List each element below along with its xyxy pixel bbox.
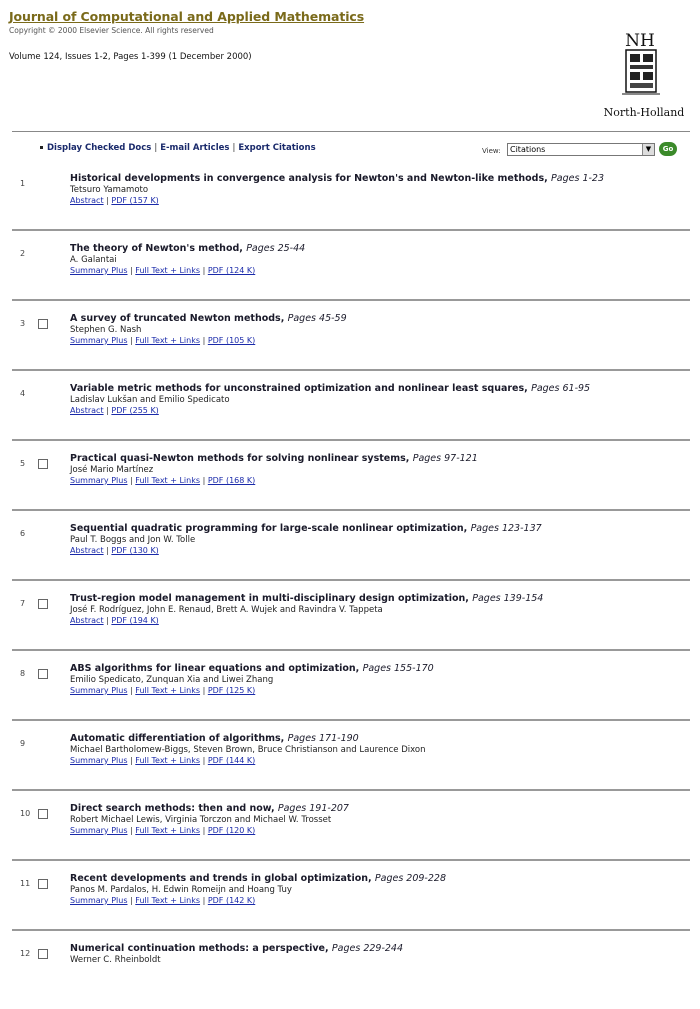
article-link[interactable]: Full Text + Links (135, 336, 201, 345)
article-title[interactable] (70, 313, 347, 324)
article-divider (12, 579, 690, 581)
article-pages: Pages 123-137 (470, 523, 542, 534)
link-separator: | (200, 756, 208, 765)
article-authors: Paul T. Boggs and Jon W. Tolle (70, 535, 196, 545)
article-title[interactable] (70, 593, 543, 604)
article-title-text[interactable]: The theory of Newton's method, (70, 243, 243, 254)
article-toolbar: Display Checked Docs | E-mail Articles | Export Citations (40, 143, 316, 153)
article-links (70, 406, 590, 415)
article-content (70, 873, 446, 905)
article-pages: Pages 155-170 (362, 663, 434, 674)
article-pages: Pages 209-228 (374, 873, 446, 884)
article-authors: Emilio Spedicato, Zunquan Xia and Liwei Zhang (70, 675, 274, 685)
article-number: 12 (20, 949, 31, 958)
article-pages: Pages 61-95 (531, 383, 591, 394)
link-separator: | (127, 336, 136, 345)
article-content (70, 523, 542, 555)
article-title[interactable] (70, 733, 425, 744)
header-divider (12, 131, 690, 132)
article-divider (12, 929, 690, 931)
article-number: 7 (20, 599, 26, 608)
link-separator: | (127, 826, 136, 835)
article-link[interactable]: PDF (194 K) (111, 616, 159, 625)
link-separator: | (127, 476, 136, 485)
article-pages: Pages 139-154 (472, 593, 544, 604)
article-content (70, 243, 305, 275)
article-number: 8 (20, 669, 26, 678)
article-content (70, 733, 425, 765)
article-links (70, 826, 349, 835)
article-link[interactable]: PDF (255 K) (111, 406, 159, 415)
article-link[interactable]: Full Text + Links (135, 266, 201, 275)
article-number: 10 (20, 809, 31, 818)
article-item (12, 311, 690, 379)
article-link[interactable]: PDF (130 K) (111, 546, 159, 555)
article-link[interactable]: Summary Plus (70, 826, 128, 835)
article-title[interactable] (70, 663, 434, 674)
article-link[interactable]: Abstract (70, 616, 104, 625)
article-authors: Robert Michael Lewis, Virginia Torczon and Michael W. Trosset (70, 815, 332, 825)
article-link[interactable]: Summary Plus (70, 756, 128, 765)
article-checkbox[interactable] (38, 669, 48, 679)
article-authors: Werner C. Rheinboldt (70, 955, 161, 965)
journal-title[interactable]: Journal of Computational and Applied Mathematics (9, 9, 365, 24)
article-number: 11 (20, 879, 31, 888)
article-authors: José Mario Martínez (70, 465, 154, 475)
article-link[interactable]: PDF (168 K) (207, 476, 256, 485)
article-item (12, 381, 690, 449)
article-divider (12, 649, 690, 651)
article-title[interactable] (70, 523, 542, 534)
north-holland-emblem-icon (596, 28, 692, 106)
article-title-text[interactable]: A survey of truncated Newton methods, (70, 313, 285, 324)
go-button[interactable]: Go (659, 142, 677, 156)
link-separator: | (200, 336, 208, 345)
article-item (12, 661, 690, 729)
article-divider (12, 509, 690, 511)
article-content (70, 383, 590, 415)
article-item (12, 241, 690, 309)
article-checkbox[interactable] (38, 599, 48, 609)
article-links (70, 476, 478, 485)
article-pages: Pages 25-44 (246, 243, 306, 254)
article-title-text[interactable]: Recent developments and trends in global optimization, (70, 873, 372, 884)
display-checked-docs-link[interactable]: Display Checked Docs (47, 143, 152, 153)
article-title[interactable] (70, 173, 604, 184)
article-links (70, 756, 425, 765)
article-title-text[interactable]: Automatic differentiation of algorithms, (70, 733, 285, 744)
article-title-text[interactable]: Practical quasi-Newton methods for solving nonlinear systems, (70, 453, 410, 464)
article-authors: Michael Bartholomew-Biggs, Steven Brown, Bruce Christianson and Laurence Dixon (70, 745, 426, 755)
article-item (12, 731, 690, 799)
article-title-text[interactable]: Trust-region model management in multi-disciplinary design optimization, (70, 593, 469, 604)
article-checkbox[interactable] (38, 459, 48, 469)
article-authors: José F. Rodríguez, John E. Renaud, Brett A. Wujek and Ravindra V. Tappeta (70, 605, 383, 615)
article-links (70, 266, 305, 275)
article-number: 9 (20, 739, 26, 748)
article-number: 4 (20, 389, 26, 398)
article-pages: Pages 171-190 (287, 733, 359, 744)
article-content (70, 803, 349, 835)
article-title-text[interactable]: Variable metric methods for unconstrained optimization and nonlinear least squares, (70, 383, 528, 394)
article-title[interactable] (70, 943, 403, 954)
article-content (70, 313, 347, 345)
article-number: 6 (20, 529, 26, 538)
link-separator: | (200, 826, 208, 835)
article-item (12, 171, 690, 239)
article-authors: Panos M. Pardalos, H. Edwin Romeijn and Hoang Tuy (70, 885, 292, 895)
link-separator: | (103, 616, 112, 625)
article-number: 1 (20, 179, 26, 188)
link-separator: | (127, 266, 136, 275)
article-item (12, 941, 690, 1009)
article-link[interactable]: Summary Plus (70, 686, 128, 695)
link-separator: | (200, 266, 208, 275)
article-link[interactable]: PDF (157 K) (111, 196, 159, 205)
article-authors: Stephen G. Nash (70, 325, 142, 335)
article-checkbox[interactable] (38, 879, 48, 889)
view-select[interactable] (507, 143, 655, 156)
link-separator: | (127, 896, 136, 905)
article-title[interactable] (70, 803, 349, 814)
link-separator: | (200, 896, 208, 905)
article-number: 3 (20, 319, 26, 328)
article-link[interactable]: PDF (105 K) (207, 336, 256, 345)
article-content (70, 663, 434, 695)
article-title[interactable] (70, 453, 478, 464)
logo-text: North-Holland (603, 106, 685, 119)
article-title-text[interactable]: Direct search methods: then and now, (70, 803, 275, 814)
article-item (12, 801, 690, 869)
article-link[interactable]: Summary Plus (70, 336, 128, 345)
article-content (70, 593, 543, 625)
article-pages: Pages 97-121 (412, 453, 478, 464)
article-title-text[interactable]: ABS algorithms for linear equations and optimization, (70, 663, 360, 674)
article-links (70, 336, 347, 345)
article-link[interactable]: Summary Plus (70, 896, 128, 905)
article-divider (12, 859, 690, 861)
article-title[interactable] (70, 383, 590, 394)
article-link[interactable]: Abstract (70, 406, 104, 415)
article-link[interactable]: PDF (142 K) (207, 896, 256, 905)
article-link[interactable]: Full Text + Links (135, 476, 201, 485)
article-link[interactable]: PDF (125 K) (207, 686, 256, 695)
chevron-down-icon[interactable]: ▼ (642, 144, 654, 155)
article-authors: Ladislav Lukšan and Emilio Spedicato (70, 395, 230, 405)
article-pages: Pages 191-207 (277, 803, 349, 814)
article-link[interactable]: Full Text + Links (135, 756, 201, 765)
article-item (12, 521, 690, 589)
email-articles-link[interactable]: E-mail Articles (160, 143, 230, 153)
article-divider (12, 789, 690, 791)
article-title[interactable] (70, 873, 446, 884)
article-number: 5 (20, 459, 26, 468)
view-label: View: (482, 147, 501, 155)
link-separator: | (103, 546, 112, 555)
article-link[interactable]: Summary Plus (70, 476, 128, 485)
bullet-icon (40, 146, 43, 149)
article-pages: Pages 1-23 (551, 173, 605, 184)
article-item (12, 451, 690, 519)
copyright-notice: Copyright © 2000 Elsevier Science. All rights reserved (9, 26, 214, 35)
article-item (12, 871, 690, 939)
article-links (70, 686, 434, 695)
volume-info: Volume 124, Issues 1-2, Pages 1-399 (1 December 2000) (9, 52, 252, 62)
link-separator: | (200, 476, 208, 485)
publisher-logo (596, 28, 692, 122)
article-divider (12, 439, 690, 441)
article-link[interactable]: PDF (144 K) (207, 756, 256, 765)
article-content (70, 943, 403, 966)
article-link[interactable]: PDF (120 K) (207, 826, 256, 835)
article-authors: A. Galantai (70, 255, 117, 265)
article-title[interactable] (70, 243, 305, 254)
article-content (70, 173, 604, 205)
article-link[interactable]: Full Text + Links (135, 896, 201, 905)
article-link[interactable]: Full Text + Links (135, 686, 201, 695)
article-checkbox[interactable] (38, 949, 48, 959)
article-title-text[interactable]: Historical developments in convergence analysis for Newton's and Newton-like methods, (70, 173, 548, 184)
article-checkbox[interactable] (38, 809, 48, 819)
article-item (12, 591, 690, 659)
link-separator: | (127, 756, 136, 765)
article-pages: Pages 229-244 (331, 943, 404, 954)
article-link[interactable]: Full Text + Links (135, 826, 201, 835)
article-content (70, 453, 478, 485)
article-divider (12, 229, 690, 231)
article-authors: Tetsuro Yamamoto (70, 185, 149, 195)
article-links (70, 896, 446, 905)
article-link[interactable]: PDF (124 K) (207, 266, 256, 275)
view-select-value: Citations (510, 145, 546, 154)
link-separator: | (200, 686, 208, 695)
article-link[interactable]: Summary Plus (70, 266, 128, 275)
link-separator: | (103, 406, 112, 415)
article-title-text[interactable]: Numerical continuation methods: a perspective, (70, 943, 329, 954)
article-links (70, 196, 604, 205)
link-separator: | (103, 196, 112, 205)
article-links (70, 616, 543, 625)
svg-text:NH: NH (625, 31, 655, 51)
article-link[interactable]: Abstract (70, 546, 104, 555)
link-separator: | (127, 686, 136, 695)
article-title-text[interactable]: Sequential quadratic programming for large-scale nonlinear optimization, (70, 523, 468, 534)
article-number: 2 (20, 249, 26, 258)
article-pages: Pages 45-59 (287, 313, 347, 324)
article-checkbox[interactable] (38, 319, 48, 329)
article-divider (12, 369, 690, 371)
article-link[interactable]: Abstract (70, 196, 104, 205)
article-divider (12, 719, 690, 721)
article-links (70, 546, 542, 555)
export-citations-link[interactable]: Export Citations (238, 143, 316, 153)
article-divider (12, 299, 690, 301)
